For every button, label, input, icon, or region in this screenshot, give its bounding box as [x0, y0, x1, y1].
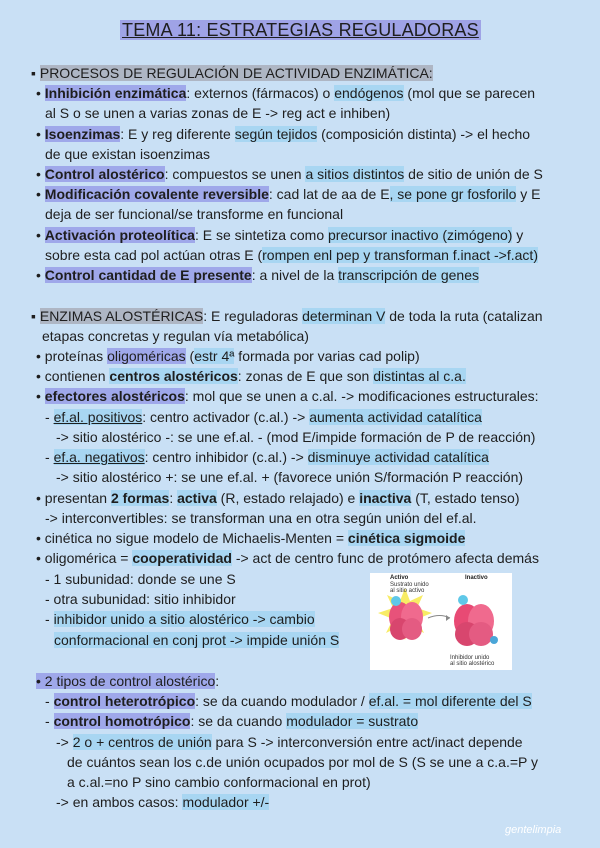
- list-item-cont: deja de ser funcional/se transforme en funcional: [45, 206, 344, 222]
- list-item: • Control cantidad de E presente: a nivel de la transcripción de genes: [36, 267, 479, 283]
- list-item: • 2 tipos de control alostérico:: [36, 673, 220, 689]
- inhib-label1: Inhibidor unido: [450, 655, 490, 661]
- author-signature: gentelimpia: [505, 824, 562, 836]
- list-item: • presentan 2 formas: activa (R, estado relajado) e inactiva (T, estado tenso): [36, 490, 520, 506]
- page-title: TEMA 11: ESTRATEGIAS REGULADORAS: [122, 20, 479, 40]
- list-item: - control homotrópico: se da cuando modulador = sustrato: [45, 713, 419, 729]
- list-item: - ef.a. negativos: centro inhibidor (c.al.) -> disminuye actividad catalítica: [45, 449, 489, 465]
- allosteric-enzyme-figure: [370, 573, 512, 670]
- list-item: • oligomérica = cooperatividad -> act de centro func de protómero afecta demás: [36, 550, 539, 566]
- list-item: • proteínas oligoméricas (estr 4ª formada por varias cad polip): [36, 348, 420, 364]
- list-item: • Control alostérico: compuestos se unen a sitios distintos de sitio de unión de S: [36, 166, 543, 182]
- list-item: - control heterotrópico: se da cuando modulador / ef.al. = mol diferente del S: [45, 693, 532, 709]
- activo-sub2: al sitio activo: [390, 588, 425, 594]
- list-item: • efectores alostéricos: mol que se unen a c.al. -> modificaciones estructurales:: [36, 388, 539, 404]
- list-item: • Isoenzimas: E y reg diferente según tejidos (composición distinta) -> el hecho: [36, 126, 531, 142]
- list-item: -> 2 o + centros de unión para S -> interconversión entre act/inact depende: [56, 734, 523, 750]
- list-item-cont: -> sitio alostérico +: se une ef.al. + (favorece unión S/formación P reacción): [56, 469, 524, 485]
- list-item: • Inhibición enzimática: externos (fármacos) o endógenos (mol que se parecen: [36, 85, 536, 101]
- activo-label: Activo: [390, 575, 409, 581]
- list-item-cont: conformacional en conj prot -> impide unión S: [54, 632, 340, 648]
- list-item-cont: a c.al.=no P sino cambio conformacional en prot): [67, 774, 371, 790]
- list-item: • Activación proteolítica: E se sintetiza como precursor inactivo (zimógeno) y: [36, 227, 524, 243]
- inactive-enzyme: [454, 595, 498, 646]
- section1-header: ▪ PROCESOS DE REGULACIÓN DE ACTIVIDAD ENZIMÁTICA:: [31, 65, 433, 81]
- section2-header: ▪ ENZIMAS ALOSTÉRICAS: E reguladoras determinan V de toda la ruta (catalizan: [31, 308, 543, 324]
- list-item: • cinética no sigue modelo de Michaelis-Menten = cinética sigmoide: [36, 530, 466, 546]
- inactivo-label: Inactivo: [465, 575, 488, 581]
- list-item-cont: de cuántos sean los c.de unión ocupados por mol de S (S se une a c.a.=P y: [67, 754, 538, 770]
- list-item-cont: -> interconvertibles: se transforman una en otra según unión del ef.al.: [45, 510, 477, 526]
- list-item: - otra subunidad: sitio inhibidor: [45, 591, 236, 607]
- list-item: - inhibidor unido a sitio alostérico -> cambio: [45, 611, 315, 627]
- activo-sub1: Sustrato unido: [390, 582, 429, 588]
- list-item-cont: -> sitio alostérico -: se une ef.al. - (mod E/impide formación de P de reacción): [56, 429, 536, 445]
- list-item: - ef.al. positivos: centro activador (c.al.) -> aumenta actividad catalítica: [45, 409, 482, 425]
- list-item-cont: al S o se unen a varias zonas de E -> reg act e inhiben): [45, 105, 391, 121]
- list-item: • contienen centros alostéricos: zonas de E que son distintas al c.a.: [36, 368, 466, 384]
- arrow-head: [446, 615, 450, 621]
- list-item: -> en ambos casos: modulador +/-: [56, 794, 270, 810]
- list-item: - 1 subunidad: donde se une S: [45, 571, 236, 587]
- inhib-label2: al sitio alostérico: [450, 661, 495, 667]
- list-item-cont: etapas concretas y regulan vía metabólica): [42, 328, 309, 344]
- list-item: • Modificación covalente reversible: cad lat de aa de E, se pone gr fosforilo y E: [36, 186, 541, 202]
- list-item-cont: de que existan isoenzimas: [45, 146, 210, 162]
- list-item-cont: sobre esta cad pol actúan otras E (rompen enl pep y transforman f.inact ->f.act): [45, 247, 538, 263]
